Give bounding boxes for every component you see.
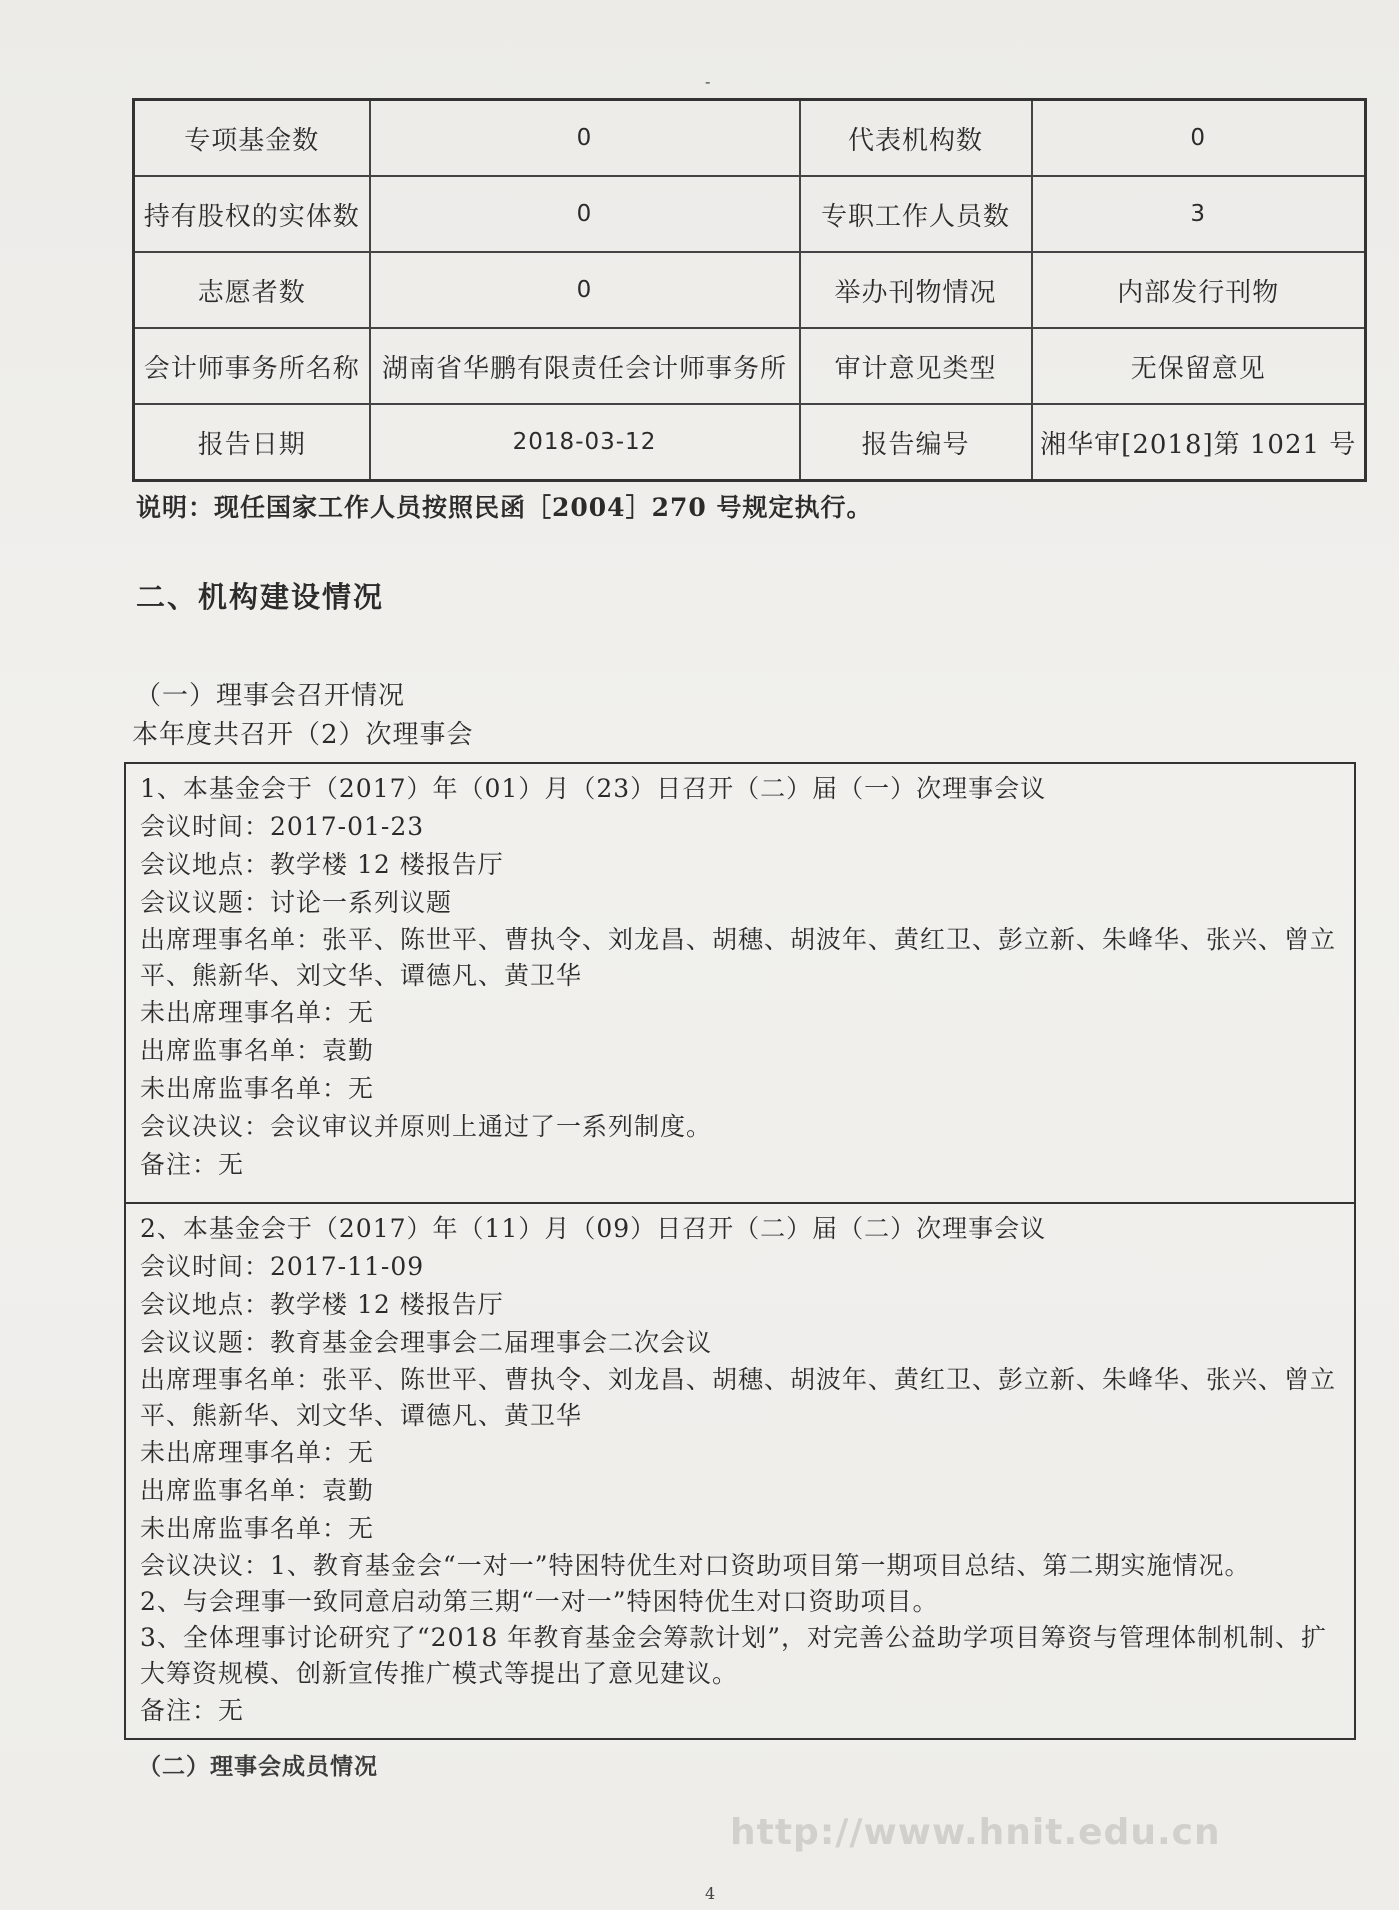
- section-title: 二、机构建设情况: [136, 580, 385, 614]
- meeting-absent: 未出席理事名单：无: [140, 998, 375, 1027]
- meeting-heading: 1、本基金会于（2017）年（01）月（23）日召开（二）届（一）次理事会议: [140, 774, 1047, 803]
- organization-info-table: [132, 98, 1367, 482]
- table-row: [134, 328, 1366, 404]
- meeting-resolution: 3、全体理事讨论研究了“2018 年教育基金会筹款计划”，对完善公益助学项目筹资与管理体制机制、扩大筹资规模、创新宣传推广模式等提出了意见建议。: [140, 1623, 1328, 1688]
- meeting-resolution: 2、与会理事一致同意启动第三期“一对一”特困特优生对口资助项目。: [140, 1587, 939, 1616]
- table-row: [134, 252, 1366, 328]
- meeting-attendees: 出席理事名单：张平、陈世平、曹执令、刘龙昌、胡穗、胡波年、黄红卫、彭立新、朱峰华、张兴、曾立平、熊新华、刘文华、谭德凡、黄卫华: [140, 925, 1337, 990]
- url-watermark: http://www.hnit.edu.cn: [730, 1812, 1221, 1853]
- meeting-remarks: 备注：无: [140, 1150, 245, 1179]
- meeting-count: 本年度共召开（2）次理事会: [132, 720, 474, 750]
- table-row: [134, 176, 1366, 252]
- meeting-absent-supervisors: 未出席监事名单：无: [140, 1514, 375, 1543]
- table-cell-label: 代表机构数: [800, 100, 1032, 177]
- table-cell-value: 0: [1032, 100, 1366, 177]
- meeting-time: 会议时间：2017-11-09: [140, 1252, 425, 1281]
- table-cell-label: 举办刊物情况: [800, 252, 1032, 328]
- table-cell-label: 专项基金数: [134, 100, 370, 177]
- scan-mark: -: [705, 72, 711, 91]
- meeting-absent: 未出席理事名单：无: [140, 1438, 375, 1467]
- meeting-record-2: [124, 1202, 1356, 1740]
- table-cell-value: 湘华审[2018]第 1021 号: [1032, 404, 1366, 481]
- meeting-absent-supervisors: 未出席监事名单：无: [140, 1074, 375, 1103]
- meeting-topic: 会议议题：讨论一系列议题: [140, 888, 453, 917]
- meeting-heading: 2、本基金会于（2017）年（11）月（09）日召开（二）届（二）次理事会议: [140, 1214, 1047, 1243]
- table-cell-label: 报告日期: [134, 404, 370, 481]
- meeting-resolution: 会议决议：会议审议并原则上通过了一系列制度。: [140, 1112, 713, 1141]
- table-cell-value: 3: [1032, 176, 1366, 252]
- table-row: [134, 404, 1366, 481]
- table-cell-label: 志愿者数: [134, 252, 370, 328]
- table-cell-value: 2018-03-12: [370, 404, 800, 481]
- table-cell-value: 0: [370, 252, 800, 328]
- table-cell-value: 湖南省华鹏有限责任会计师事务所: [370, 328, 800, 404]
- meeting-resolution: 会议决议：1、教育基金会“一对一”特困特优生对口资助项目第一期项目总结、第二期实施情况。: [140, 1551, 1251, 1580]
- table-cell-label: 报告编号: [800, 404, 1032, 481]
- meeting-topic: 会议议题：教育基金会理事会二届理事会二次会议: [140, 1328, 713, 1357]
- table-cell-label: 审计意见类型: [800, 328, 1032, 404]
- table-cell-value: 0: [370, 100, 800, 177]
- table-cell-label: 持有股权的实体数: [134, 176, 370, 252]
- meeting-supervisors: 出席监事名单：袁勤: [140, 1036, 375, 1065]
- meeting-supervisors: 出席监事名单：袁勤: [140, 1476, 375, 1505]
- meeting-remarks: 备注：无: [140, 1696, 245, 1725]
- table-cell-value: 无保留意见: [1032, 328, 1366, 404]
- page-number: 4: [705, 1884, 716, 1903]
- meeting-place: 会议地点：教学楼 12 楼报告厅: [140, 850, 504, 879]
- subsection-title: （一）理事会召开情况: [135, 681, 406, 711]
- meeting-place: 会议地点：教学楼 12 楼报告厅: [140, 1290, 504, 1319]
- table-cell-label: 专职工作人员数: [800, 176, 1032, 252]
- table-row: [134, 100, 1366, 177]
- subsection-title: （二）理事会成员情况: [138, 1753, 378, 1780]
- table-cell-value: 0: [370, 176, 800, 252]
- meeting-record-1: [124, 762, 1356, 1204]
- table-note: 说明：现任国家工作人员按照民函［2004］270 号规定执行。: [136, 493, 873, 522]
- meeting-time: 会议时间：2017-01-23: [140, 812, 425, 841]
- meeting-attendees: 出席理事名单：张平、陈世平、曹执令、刘龙昌、胡穗、胡波年、黄红卫、彭立新、朱峰华、张兴、曾立平、熊新华、刘文华、谭德凡、黄卫华: [140, 1365, 1337, 1430]
- table-cell-value: 内部发行刊物: [1032, 252, 1366, 328]
- table-cell-label: 会计师事务所名称: [134, 328, 370, 404]
